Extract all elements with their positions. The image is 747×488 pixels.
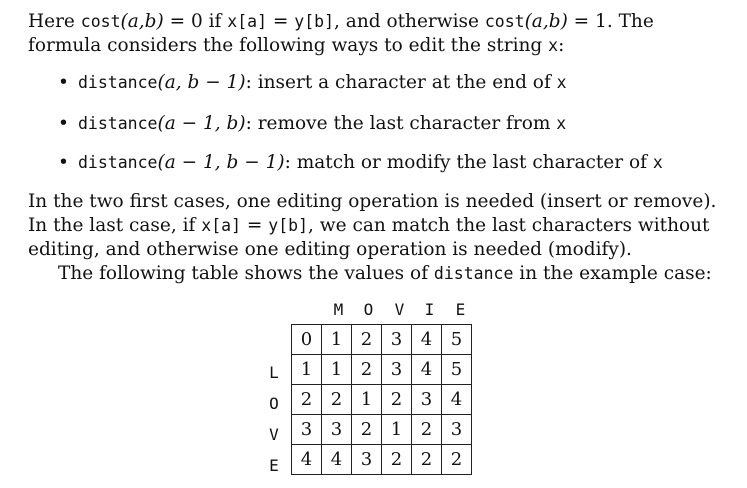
paragraph-table-intro <box>58 262 718 286</box>
text: , we can match the last characters without editing, and otherwise one editing operation is needed (modify). <box>28 215 710 260</box>
text: , and otherwise <box>334 11 485 32</box>
table-cell: 1 <box>382 415 412 445</box>
bullet-item <box>58 151 663 175</box>
code-x: x <box>548 36 559 55</box>
bullet-item <box>58 71 567 95</box>
code-cost: cost <box>80 12 121 31</box>
text: = 1. The formula considers the following ways to edit the string <box>28 11 654 56</box>
code-x: x <box>652 153 663 172</box>
table-cell: 4 <box>292 445 322 475</box>
col-header: I <box>424 300 435 319</box>
col-header: M <box>333 300 344 319</box>
col-header: O <box>363 300 374 319</box>
table-cell: 4 <box>322 445 352 475</box>
bullet-item <box>58 112 566 136</box>
table-cell: 3 <box>442 415 472 445</box>
text: = <box>267 11 295 32</box>
table-cell: 4 <box>442 385 472 415</box>
table-cell: 2 <box>412 445 442 475</box>
math-args: (a, b − 1) <box>157 72 246 93</box>
table-cell: 3 <box>292 415 322 445</box>
col-header: E <box>455 300 466 319</box>
table-cell: 3 <box>382 355 412 385</box>
table-row <box>292 385 472 415</box>
table-cell: 2 <box>382 445 412 475</box>
code-yb: y[b] <box>294 12 335 31</box>
table-cell: 0 <box>292 325 322 355</box>
row-header <box>262 324 286 355</box>
row-header: O <box>269 394 279 413</box>
text: = 0 if <box>163 11 228 32</box>
table-cell: 3 <box>382 325 412 355</box>
table-cell: 1 <box>322 325 352 355</box>
code-cost: cost <box>484 12 525 31</box>
table-cell: 4 <box>412 355 442 385</box>
text: Here <box>28 11 81 32</box>
distance-table <box>291 324 472 475</box>
math-args: (a − 1, b) <box>157 113 246 134</box>
code-distance: distance <box>433 264 514 283</box>
bullet-icon: • <box>58 113 69 134</box>
bullet-text: : insert a character at the end of <box>245 72 557 93</box>
table-cell: 2 <box>382 385 412 415</box>
paragraph-cases <box>28 190 718 262</box>
code-distance: distance <box>78 153 158 172</box>
row-header: L <box>269 363 279 382</box>
table-cell: 1 <box>352 385 382 415</box>
row-header: V <box>269 425 279 444</box>
bullet-icon: • <box>58 72 69 93</box>
table-cell: 5 <box>442 355 472 385</box>
table-cell: 5 <box>442 325 472 355</box>
paragraph-intro <box>28 10 718 58</box>
text: In the two first cases, one editing operation is needed (insert or remove). In the last case, if <box>28 191 717 236</box>
table-cell: 2 <box>412 415 442 445</box>
text: in the example case: <box>513 263 712 284</box>
row-header: E <box>269 456 279 475</box>
bullet-text: : remove the last character from <box>245 113 557 134</box>
table-cell: 3 <box>412 385 442 415</box>
code-x: x <box>556 73 567 92</box>
table-row <box>292 445 472 475</box>
bullet-icon: • <box>58 152 69 173</box>
table-cell: 2 <box>352 355 382 385</box>
math-args: (a,b) <box>524 11 568 32</box>
code-yb: y[b] <box>268 216 309 235</box>
table-cell: 2 <box>322 385 352 415</box>
table-cell: 3 <box>352 445 382 475</box>
table-cell: 2 <box>352 325 382 355</box>
table-cell: 2 <box>292 385 322 415</box>
table-row <box>292 325 472 355</box>
code-xa: x[a] <box>201 216 242 235</box>
table-cell: 3 <box>322 415 352 445</box>
math-args: (a − 1, b − 1) <box>157 152 285 173</box>
table-row <box>292 415 472 445</box>
code-x: x <box>556 114 567 133</box>
text: : <box>558 35 565 56</box>
code-xa: x[a] <box>227 12 268 31</box>
table-cell: 1 <box>322 355 352 385</box>
table-cell: 2 <box>442 445 472 475</box>
bullet-text: : match or modify the last character of <box>284 152 653 173</box>
table-cell: 4 <box>412 325 442 355</box>
math-args: (a,b) <box>120 11 164 32</box>
code-distance: distance <box>78 73 158 92</box>
table-row <box>292 355 472 385</box>
code-distance: distance <box>78 114 158 133</box>
col-header: V <box>394 300 405 319</box>
table-cell: 2 <box>352 415 382 445</box>
text: = <box>241 215 269 236</box>
table-cell: 1 <box>292 355 322 385</box>
text: The following table shows the values of <box>58 263 434 284</box>
